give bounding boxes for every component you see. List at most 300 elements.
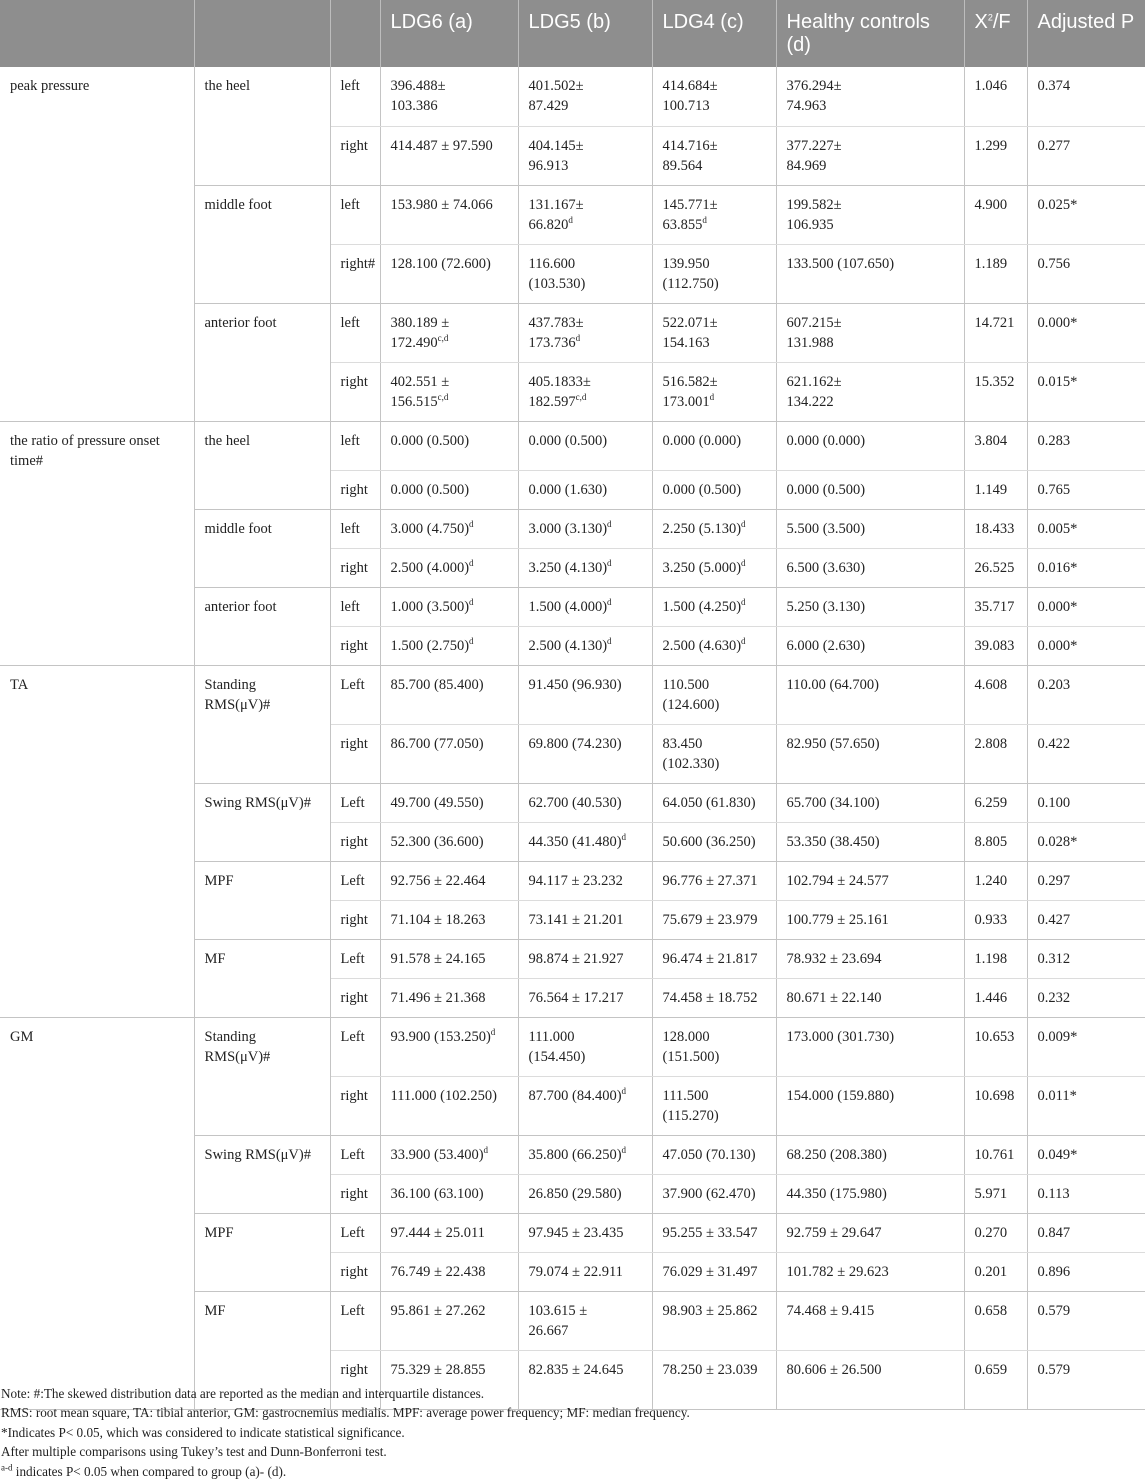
ldg4-line2-text: (115.270) [662,1108,719,1124]
ldg6-line1-text: 76.749 ± 22.438 [390,1264,486,1280]
ldg5-line1-text: 111.000 [528,1029,575,1045]
ldg6-line1 [391,910,508,930]
ldg4-line2-text: (124.600) [662,697,720,713]
ldg4-line1-text: 74.458 ± 18.752 [662,990,758,1006]
ldg5-cell [518,1136,652,1175]
healthy-cell [776,549,964,588]
ldg5-line1-text: 26.850 (29.580) [528,1186,622,1202]
chi-square-cell: 1.198 [964,940,1027,979]
ldg6-line1-text: 402.551 ± [390,373,450,390]
table-row [0,725,1145,784]
ldg5-line2-text: 87.429 [528,98,569,114]
ldg5-cell [518,244,652,303]
ldg6-line1 [391,254,508,274]
ldg6-line1-sup: d [469,636,474,647]
region-cell: MPF [194,1214,330,1253]
ldg5-line1-text: 3.000 (3.130) [528,521,608,537]
note-multiple-comparisons: After multiple comparisons using Tukey’s test and Dunn-Bonferroni test. [1,1444,387,1460]
healthy-cell [776,1077,964,1136]
ldg4-line2-text: 173.001 [662,393,710,410]
healthy-cell [776,725,964,784]
ldg5-line1 [529,910,642,930]
ldg5-line1 [529,1145,642,1165]
chi-square-cell: 6.259 [964,784,1027,823]
ldg4-line2-text: 63.855 [662,216,703,233]
adjusted-p-cell: 0.005* [1027,510,1145,549]
healthy-line1 [787,949,954,969]
measure-cell [0,185,194,244]
ldg4-cell [652,725,776,784]
ldg5-line1 [529,1223,642,1243]
ldg6-cell [380,725,518,784]
note-group-comparison [0,1462,1140,1481]
healthy-line1-text: 74.468 ± 9.415 [786,1303,875,1319]
ldg4-line2-text: (112.750) [662,275,719,292]
ldg5-line1 [529,988,642,1008]
table-row [0,862,1145,901]
chi-square-cell: 0.270 [964,1214,1027,1253]
ldg4-line2 [663,156,766,176]
ldg5-cell [518,1253,652,1292]
ldg4-cell [652,1175,776,1214]
ldg4-line1-text: 2.250 (5.130) [662,521,742,537]
ldg4-cell [652,1136,776,1175]
ldg6-line2-text: 172.490 [390,334,438,351]
healthy-line1 [787,431,954,451]
region-cell [194,471,330,510]
ldg4-line1-sup: d [741,519,746,530]
healthy-cell [776,244,964,303]
healthy-line1 [787,1360,954,1380]
adjusted-p-cell: 0.100 [1027,784,1145,823]
header-measure [0,0,194,67]
ldg6-cell [380,823,518,862]
adjusted-p-cell: 0.049* [1027,1136,1145,1175]
ldg4-line2-text: (151.500) [662,1049,720,1065]
adjusted-p-cell: 0.000* [1027,627,1145,666]
chi-square-cell: 10.698 [964,1077,1027,1136]
ldg5-line2 [529,274,642,294]
adjusted-p-cell: 0.422 [1027,725,1145,784]
ldg5-line1 [529,431,642,451]
ldg4-line1 [663,910,766,930]
healthy-line1 [787,1262,954,1282]
ldg4-cell [652,421,776,471]
ldg6-line1-sup: d [490,1027,496,1038]
ldg5-line1-text: 401.502± [528,78,584,94]
ldg6-line1-text: 380.189 ± [390,314,450,331]
chi-square-cell: 8.805 [964,823,1027,862]
ldg4-line1-text: 95.255 ± 33.547 [662,1225,758,1241]
table-row [0,588,1145,627]
ldg4-cell [652,185,776,244]
ldg6-line2 [391,392,508,412]
ldg4-line2 [663,1106,766,1126]
ldg6-cell [380,126,518,185]
ldg5-line1-text: 2.500 (4.130) [528,638,608,654]
measure-cell [0,588,194,627]
ldg5-line1-sup: d [607,519,612,530]
ldg6-line1 [391,136,508,156]
adjusted-p-cell: 0.374 [1027,67,1145,126]
ldg6-line1-text: 49.700 (49.550) [390,795,484,811]
side-cell: Left [330,1292,380,1351]
healthy-cell [776,510,964,549]
healthy-line1 [787,558,954,578]
ldg5-line1-text: 79.074 ± 22.911 [528,1264,623,1280]
healthy-line1 [787,480,954,500]
region-cell: Standing RMS(μV)# [194,1018,330,1077]
ldg6-line1 [391,1301,508,1321]
chi-square-cell: 0.201 [964,1253,1027,1292]
ldg6-line1-text: 153.980 ± 74.066 [390,196,493,213]
ldg6-line2-sup: c,d [437,332,449,343]
measure-cell: the ratio of pressure onset time# [0,421,194,471]
ldg5-line2-sup: d [575,332,581,343]
ldg5-line2-sup: c,d [575,391,587,402]
ldg5-line1-text: 91.450 (96.930) [528,677,622,693]
ldg5-line1 [529,1360,642,1380]
table-row [0,666,1145,725]
ldg6-line1 [391,1145,508,1165]
adjusted-p-cell: 0.847 [1027,1214,1145,1253]
ldg4-line1-text: 110.500 [662,677,710,693]
ldg6-line1-text: 93.900 (153.250) [390,1029,491,1045]
chi-square-cell: 14.721 [964,303,1027,362]
ldg6-line1-text: 85.700 (85.400) [390,677,484,693]
ldg5-line1 [529,313,642,333]
healthy-cell [776,627,964,666]
healthy-line1-text: 5.250 (3.130) [786,599,866,615]
ldg5-line1-sup: d [621,1145,627,1156]
chi-square-cell: 1.149 [964,471,1027,510]
healthy-line1 [787,136,954,156]
region-cell [194,979,330,1018]
ldg6-cell [380,901,518,940]
ldg5-line1-text: 87.700 (84.400) [528,1088,622,1104]
ldg5-cell [518,549,652,588]
ldg5-cell [518,862,652,901]
table-row [0,1214,1145,1253]
ldg4-cell [652,126,776,185]
ldg4-cell [652,471,776,510]
ldg4-line1 [663,254,766,274]
ldg5-cell [518,940,652,979]
ldg6-line1-text: 33.900 (53.400) [390,1147,484,1163]
ldg5-cell [518,510,652,549]
region-cell [194,244,330,303]
table-row [0,67,1145,126]
healthy-line1 [787,675,954,695]
ldg5-line1 [529,136,642,156]
healthy-line1 [787,734,954,754]
adjusted-p-cell: 0.025* [1027,185,1145,244]
ldg5-line1 [529,1262,642,1282]
region-cell [194,1175,330,1214]
healthy-line1 [787,1145,954,1165]
region-cell [194,823,330,862]
ldg6-line1 [391,431,508,451]
ldg6-cell [380,1077,518,1136]
ldg4-line2-text: (102.330) [662,756,720,772]
ldg4-line1 [663,675,766,695]
ldg5-line1 [529,675,642,695]
ldg5-line1-text: 103.615 ± [528,1303,588,1319]
ldg6-line1 [391,597,508,617]
healthy-line1 [787,313,954,333]
header-chi-x: X [974,11,988,33]
chi-square-cell: 3.804 [964,421,1027,471]
healthy-line2 [787,96,954,116]
ldg6-line1-text: 3.000 (4.750) [390,521,470,537]
adjusted-p-cell: 0.277 [1027,126,1145,185]
healthy-line2-text: 106.935 [786,216,834,233]
ldg4-line1-text: 111.500 [662,1088,709,1104]
ldg5-cell [518,901,652,940]
ldg5-line1 [529,1301,642,1321]
ldg4-line1 [663,1301,766,1321]
ldg5-line1-text: 94.117 ± 23.232 [528,873,623,889]
healthy-line1 [787,988,954,1008]
region-cell: MF [194,940,330,979]
healthy-line1-text: 173.000 (301.730) [786,1029,895,1045]
chi-square-cell: 5.971 [964,1175,1027,1214]
ldg5-line2 [529,1047,642,1067]
region-cell: Swing RMS(μV)# [194,1136,330,1175]
ldg5-line1-text: 35.800 (66.250) [528,1147,622,1163]
ldg4-line1 [663,76,766,96]
ldg4-line1 [663,949,766,969]
healthy-line1 [787,636,954,656]
ldg5-cell [518,588,652,627]
ldg5-line1 [529,558,642,578]
measure-cell [0,1292,194,1351]
healthy-line2-text: 131.988 [786,334,834,351]
ldg4-line1 [663,372,766,392]
ldg4-cell [652,1018,776,1077]
ldg4-line2 [663,333,766,353]
ldg6-cell [380,421,518,471]
ldg5-line1-text: 404.145± [528,137,584,154]
ldg6-line1-text: 71.496 ± 21.368 [390,990,486,1006]
ldg6-line1 [391,519,508,539]
region-cell: Swing RMS(μV)# [194,784,330,823]
ldg4-line1-text: 414.684± [662,78,718,94]
healthy-cell [776,901,964,940]
ldg6-line1 [391,1027,508,1047]
ldg4-line2-text: 154.163 [662,334,710,351]
ldg6-cell [380,67,518,126]
table-row [0,362,1145,421]
ldg6-line2 [391,333,508,353]
healthy-cell [776,1136,964,1175]
ldg5-cell [518,1292,652,1351]
side-cell: right [330,725,380,784]
ldg4-line1 [663,1262,766,1282]
healthy-line1 [787,832,954,852]
note-significance: *Indicates P< 0.05, which was considered to indicate statistical significance. [1,1424,405,1440]
header-ldg4: LDG4 (c) [652,0,776,67]
ldg6-line1 [391,195,508,215]
ldg4-line1-text: 0.000 (0.000) [662,432,742,449]
ldg5-line1 [529,793,642,813]
ldg6-line1 [391,480,508,500]
ldg4-cell [652,940,776,979]
ldg4-line1 [663,313,766,333]
healthy-line1-text: 621.162± [786,373,842,390]
ldg4-line1 [663,1184,766,1204]
region-cell [194,549,330,588]
region-cell: the heel [194,67,330,126]
region-cell [194,362,330,421]
healthy-cell [776,1253,964,1292]
healthy-line1 [787,597,954,617]
healthy-line1 [787,76,954,96]
ldg6-line1-text: 0.000 (0.500) [390,482,470,498]
ldg6-line1-text: 92.756 ± 22.464 [390,873,486,889]
ldg5-cell [518,666,652,725]
ldg5-line1 [529,871,642,891]
ldg5-cell [518,979,652,1018]
side-cell: left [330,185,380,244]
healthy-line1-text: 65.700 (34.100) [786,795,880,811]
side-cell: right [330,901,380,940]
healthy-line1 [787,1086,954,1106]
ldg6-line1-text: 111.000 (102.250) [390,1088,497,1104]
ldg5-line2-sup: d [568,214,573,225]
ldg5-cell [518,1018,652,1077]
ldg6-line1 [391,1360,508,1380]
ldg6-line1 [391,76,508,96]
ldg4-line2 [663,392,766,412]
ldg4-line1 [663,136,766,156]
note-abbreviations: RMS: root mean square, TA: tibial anterior, GM: gastrocnemius medialis. MPF: average power frequency; MF: median frequency. [1,1405,690,1421]
header-healthy-controls: Healthy controls (d) [776,0,964,67]
ldg4-cell [652,549,776,588]
region-cell: anterior foot [194,303,330,362]
ldg4-line1-text: 145.771± [662,196,718,213]
header-adjusted-p: Adjusted P [1027,0,1145,67]
healthy-line1 [787,793,954,813]
ldg5-line2 [529,333,642,353]
table-row [0,244,1145,303]
note-group-text: indicates P< 0.05 when compared to group (a)- (d). [12,1463,287,1479]
healthy-line1 [787,254,954,274]
healthy-cell [776,421,964,471]
chi-square-cell: 0.933 [964,901,1027,940]
ldg5-line1 [529,949,642,969]
healthy-cell [776,126,964,185]
healthy-cell [776,471,964,510]
ldg4-cell [652,901,776,940]
healthy-cell [776,588,964,627]
ldg4-line2 [663,215,766,235]
ldg5-line2 [529,392,642,412]
ldg5-line1-text: 62.700 (40.530) [528,795,622,811]
region-cell [194,627,330,666]
ldg5-cell [518,185,652,244]
healthy-line1-text: 133.500 (107.650) [786,255,895,272]
table-row [0,784,1145,823]
ldg4-cell [652,588,776,627]
chi-square-cell: 15.352 [964,362,1027,421]
ldg6-cell [380,588,518,627]
ldg4-line1-text: 83.450 [662,736,703,752]
ldg5-cell [518,1175,652,1214]
table-row [0,1292,1145,1351]
ldg6-cell [380,1292,518,1351]
side-cell: Left [330,1136,380,1175]
measure-cell: peak pressure [0,67,194,126]
ldg6-line1-text: 414.487 ± 97.590 [390,137,493,154]
adjusted-p-cell: 0.009* [1027,1018,1145,1077]
measure-cell: TA [0,666,194,725]
header-ldg5: LDG5 (b) [518,0,652,67]
measure-cell: GM [0,1018,194,1077]
ldg5-line1 [529,597,642,617]
ldg5-line1-text: 76.564 ± 17.217 [528,990,624,1006]
adjusted-p-cell: 0.579 [1027,1292,1145,1351]
ldg5-line1 [529,636,642,656]
ldg6-cell [380,362,518,421]
healthy-line1 [787,1223,954,1243]
ldg4-line1 [663,734,766,754]
adjusted-p-cell: 0.000* [1027,588,1145,627]
ldg5-cell [518,1077,652,1136]
adjusted-p-cell: 0.283 [1027,421,1145,471]
ldg6-line1-text: 36.100 (63.100) [390,1186,484,1202]
measure-cell [0,784,194,823]
side-cell: Left [330,784,380,823]
ldg6-line1 [391,832,508,852]
adjusted-p-cell: 0.028* [1027,823,1145,862]
ldg5-line1 [529,254,642,274]
side-cell: right [330,471,380,510]
ldg6-line1 [391,675,508,695]
ldg6-line2-text: 156.515 [390,393,438,410]
adjusted-p-cell: 0.896 [1027,1253,1145,1292]
side-cell: right [330,1351,380,1410]
measure-cell [0,1253,194,1292]
ldg5-line1-text: 44.350 (41.480) [528,834,622,850]
ldg6-cell [380,549,518,588]
ldg6-line1-text: 1.000 (3.500) [390,599,470,615]
ldg4-cell [652,362,776,421]
healthy-line1-text: 80.671 ± 22.140 [786,990,882,1006]
ldg5-cell [518,362,652,421]
ldg6-line1 [391,734,508,754]
adjusted-p-cell: 0.203 [1027,666,1145,725]
measure-cell [0,862,194,901]
ldg6-cell [380,244,518,303]
ldg6-cell [380,185,518,244]
healthy-line1 [787,1184,954,1204]
ldg6-line1-sup: d [483,1145,489,1156]
healthy-line1-text: 199.582± [786,196,842,213]
side-cell: left [330,421,380,471]
healthy-line1-text: 607.215± [786,314,842,331]
note-group-sup: a-d [1,1462,13,1473]
ldg4-line1-text: 64.050 (61.830) [662,795,756,811]
ldg4-line2-sup: d [709,391,715,402]
ldg6-line1 [391,793,508,813]
region-cell: anterior foot [194,588,330,627]
ldg5-line1-text: 0.000 (1.630) [528,482,608,498]
ldg6-line1-text: 71.104 ± 18.263 [390,912,486,928]
chi-square-cell: 2.808 [964,725,1027,784]
ldg6-line1-text: 128.100 (72.600) [390,255,491,272]
healthy-line1-text: 110.00 (64.700) [786,677,879,693]
